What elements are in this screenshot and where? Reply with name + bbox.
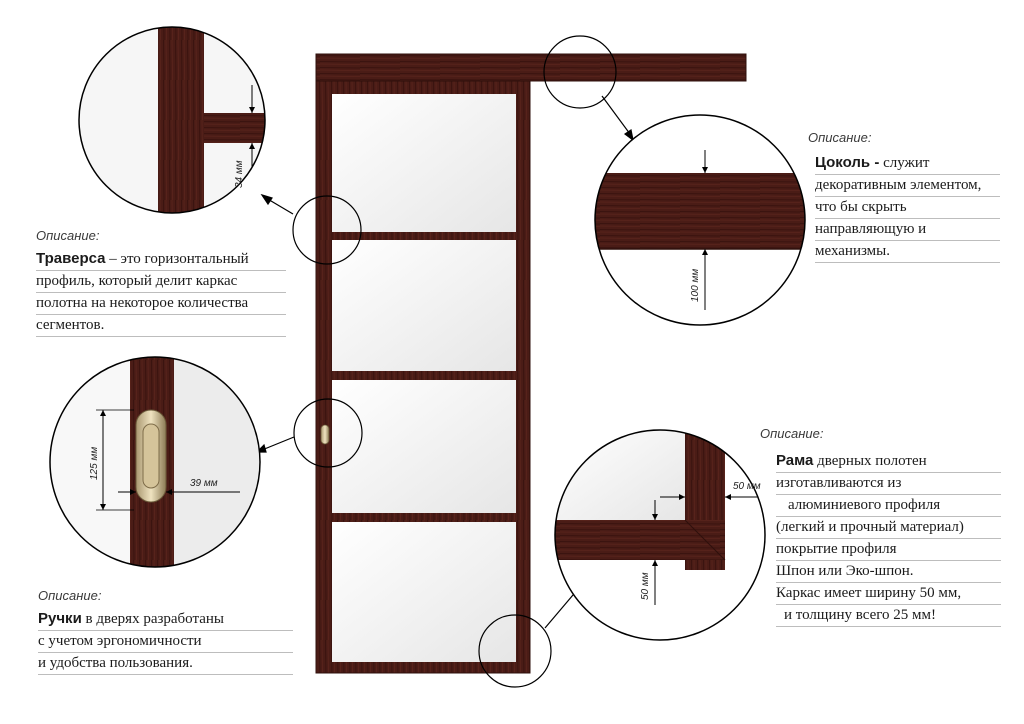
plinth-dimension: 100 мм [690,268,701,302]
handle-height-dimension: 125 мм [89,446,100,480]
handle-caption: Описание: [38,588,102,603]
door-handle [321,425,329,444]
door-leaf [316,81,530,673]
frame-term: Рама [776,452,814,469]
top-rail-plinth [316,54,746,81]
frame-side-dimension: 50 мм [733,481,761,492]
glass-panel-1 [332,94,516,232]
frame-caption: Описание: [760,426,824,441]
zoom-handle [50,357,264,567]
glass-panel-2 [332,240,516,371]
frame-description: Рама дверных полотен изготавливаются из алюминиевого профиля (легкий и прочный материал) покрытие профиля Шпон или Эко-шпон. Каркас имеет ширину 50 мм, и толщину всего 25 мм! [776,450,1001,627]
traverse-term: Траверса [36,250,106,267]
plinth-term: Цоколь - [815,154,880,171]
traverse-dimension: 34 мм [234,160,245,188]
glass-panel-4 [332,522,516,662]
frame-bottom-dimension: 50 мм [640,572,651,600]
handle-description: Ручки в дверях разработаны с учетом эргономичности и удобства пользования. [38,608,293,675]
zoom-frame [555,410,765,640]
plinth-caption: Описание: [808,130,872,145]
traverse-caption: Описание: [36,228,100,243]
plinth-description: Цоколь - служит декоративным элементом, что бы скрыть направляющую и механизмы. [815,152,1000,263]
traverse-description: Траверса – это горизонтальный профиль, который делит каркас полотна на некоторое количества сегментов. [36,248,286,337]
handle-term: Ручки [38,610,82,627]
handle-width-dimension: 39 мм [190,478,218,489]
